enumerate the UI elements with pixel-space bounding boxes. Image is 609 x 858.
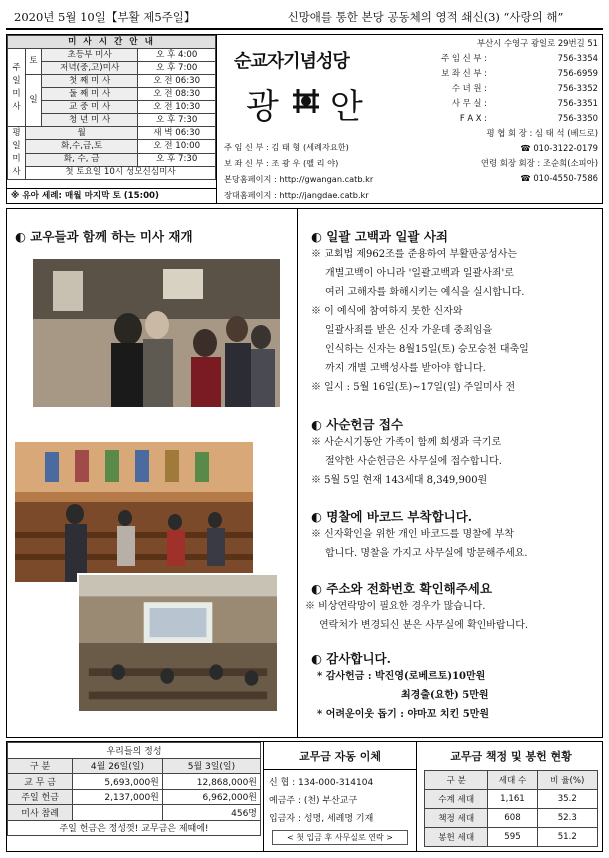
- offering-table: [7, 742, 261, 836]
- notices-column: [303, 209, 603, 737]
- contact-row: [399, 80, 604, 95]
- mass-name: 월: [26, 127, 138, 140]
- parish-subtitle: 순교자기념성당: [234, 51, 349, 72]
- mass-name: 둘 째 미 사: [42, 88, 138, 101]
- notice-line: ※ 교회법 제962조를 준용하여 부활판공성사는: [311, 249, 518, 260]
- status-row-label: 수계 세대: [425, 790, 488, 809]
- parish-homepage: 본당홈페이지 : http://gwangan.catb.kr: [224, 174, 374, 184]
- notice-lent-body: [311, 433, 502, 490]
- pledge-status-title: 교무금 책정 및 봉헌 현황: [450, 750, 572, 763]
- status-ratio: 51.2: [537, 828, 597, 847]
- notice-line: ※ 비상연락망이 필요한 경우가 많습니다.: [305, 601, 486, 612]
- offering-value: 12,868,000원: [162, 774, 260, 790]
- status-col-header: 비 율(%): [537, 771, 597, 790]
- mass-time: 새 벽 06:30: [138, 127, 216, 140]
- status-row-label: 책정 세대: [425, 809, 488, 828]
- mass-name: 저녁(중,고)미사: [42, 62, 138, 75]
- notice-line: 일괄사죄를 받은 신자 가운데 중죄임을: [325, 325, 493, 336]
- offering-title: 우리들의 정성: [8, 743, 261, 759]
- photo-column: [7, 209, 298, 737]
- mass-table: [7, 35, 216, 180]
- offering-footer: 주일 헌금은 정성껏! 교무금은 제때에!: [8, 820, 261, 836]
- contact-label: 보 좌 신 부 :: [441, 67, 487, 78]
- account-holder: 예금주 : (천) 부산교구: [269, 796, 358, 806]
- contact-label: F A X :: [459, 112, 487, 123]
- parish-title-first: 광: [246, 87, 279, 127]
- pledge-status: [420, 742, 602, 851]
- status-ratio: 52.3: [537, 809, 597, 828]
- saturday-label: 토: [26, 49, 42, 75]
- mass-name: 화, 수, 금: [26, 153, 138, 166]
- offering-col-header: 4월 26일(일): [73, 758, 163, 774]
- year-theme: 신망애를 통한 본당 공동체의 영적 쇄신(3) “사랑의 해”: [287, 10, 564, 24]
- header: [6, 34, 603, 204]
- contact-value: 756-3354: [557, 52, 598, 63]
- offering-value: 2,137,000원: [73, 789, 163, 805]
- notice-line: 까지 개별 고백성사를 받아야 합니다.: [325, 363, 486, 374]
- mass-name: 청 년 미 사: [42, 114, 138, 127]
- mass-name: 화,수,금,토: [26, 140, 138, 153]
- notice-line: 연락처가 변경되신 분은 사무실에 확인바랍니다.: [319, 620, 529, 631]
- mass-time: 오 후 7:00: [138, 62, 216, 75]
- contact-value: 756-6959: [557, 67, 598, 78]
- notice-line: ※ 5월 5일 현재 143세대 8,349,900원: [311, 475, 488, 486]
- status-row-label: 봉헌 세대: [425, 828, 488, 847]
- offering-col-header: 5월 3일(일): [162, 758, 260, 774]
- notice-line: ※ 사순시기동안 가족이 함께 희생과 극기로: [311, 437, 502, 448]
- women-president: 연령 회장 회장 : 조순희(소피아): [480, 157, 598, 168]
- table-row: [425, 790, 598, 809]
- status-col-header: 세대 수: [488, 771, 537, 790]
- pastor: 주 임 신 부 : 김 태 형 (세례자요한): [224, 142, 349, 152]
- parish-masthead: [218, 35, 396, 203]
- bank-account: 신 협 : 134-000-314104: [269, 778, 374, 788]
- table-row: [425, 809, 598, 828]
- bottom-panel: [6, 741, 603, 852]
- notice-title-confession: ◐ 일괄 고백과 일괄 사죄: [311, 229, 448, 244]
- mass-time: 오 후 4:00: [138, 49, 216, 62]
- notice-line: 인식하는 신자는 8월15일(토) 승모승천 대축일: [325, 344, 529, 355]
- issue-date: 2020년 5월 10일【부활 제5주일】: [14, 10, 196, 24]
- contact-label: 수 녀 원 :: [451, 82, 487, 93]
- youth-homepage: 장대홈페이지 : http://jangdae.catb.kr: [224, 190, 369, 200]
- status-count: 608: [488, 809, 537, 828]
- weekday-mass-group: 평 일 미 사: [8, 127, 26, 180]
- mass-time: 오 후 7:30: [138, 114, 216, 127]
- mass-time: 오 전 10:00: [138, 140, 216, 153]
- mass-resume-title: ◐ 교우들과 함께 하는 미사 재개: [15, 229, 193, 244]
- photo-sanitizing: [33, 259, 280, 407]
- main-content: [6, 208, 603, 738]
- offering-value: 6,962,000원: [162, 789, 260, 805]
- contact-value: 756-3350: [557, 112, 598, 123]
- contact-label: 주 임 신 부 :: [441, 52, 487, 63]
- offering-table-wrap: [7, 742, 261, 851]
- offering-row-label: 교 무 금: [8, 774, 73, 790]
- parish-info: [224, 139, 373, 203]
- infant-baptism-note: ※ 유아 세례: 매월 마지막 토 (15:00): [7, 188, 216, 203]
- notice-line: 합니다. 명찰을 가지고 사무실에 방문해주세요.: [325, 548, 528, 559]
- address: 부산시 수영구 광일로 29번길 51: [477, 37, 598, 48]
- top-bar: [6, 6, 603, 30]
- notice-line: * 감사헌금 : 박진영(로베르토)10만원: [317, 671, 486, 682]
- notice-title-barcode: ◐ 명찰에 바코드 부착합니다.: [311, 509, 473, 524]
- council-president: 평 협 회 장 : 심 태 석 (베드로): [486, 127, 598, 138]
- mass-time: 오 후 7:30: [138, 153, 216, 166]
- assistant-priest: 보 좌 신 부 : 조 광 우 (펠 리 야): [224, 158, 339, 168]
- table-row: [8, 805, 261, 821]
- status-ratio: 35.2: [537, 790, 597, 809]
- mass-time: 오 전 10:30: [138, 101, 216, 114]
- first-deposit-note: < 첫 입금 후 사무실로 연락 >: [272, 830, 408, 845]
- notice-title-lent-offering: ◐ 사순헌금 접수: [311, 417, 404, 432]
- notice-barcode-body: [311, 525, 528, 563]
- status-count: 1,161: [488, 790, 537, 809]
- notice-line: 절약한 사순헌금은 사무실에 접수합니다.: [325, 456, 502, 467]
- photo-livestream-hall: [77, 573, 279, 713]
- notice-line: ※ 이 예식에 참여하지 못한 신자와: [311, 306, 463, 317]
- mass-time: 오 전 06:30: [138, 75, 216, 88]
- contacts: [399, 35, 604, 203]
- sunday-label: 일: [26, 75, 42, 127]
- notice-line: 여러 고해자를 화해시키는 예식을 실시합니다.: [325, 287, 525, 298]
- parish-title-second: 안: [330, 87, 363, 127]
- sunday-mass-group: 주 일 미 사: [8, 49, 26, 127]
- notice-line: ※ 일시 : 5월 16일(토)~17일(일) 주일미사 전: [311, 382, 516, 393]
- table-row: [8, 789, 261, 805]
- table-row: [8, 774, 261, 790]
- status-count: 595: [488, 828, 537, 847]
- notice-line: 최경출(요한) 5만원: [401, 690, 489, 701]
- table-row: [425, 828, 598, 847]
- notice-title-thanks: ◐ 감사합니다.: [311, 651, 391, 666]
- mass-name: 교 중 미 사: [42, 101, 138, 114]
- contact-row: [399, 50, 604, 65]
- auto-transfer: [263, 742, 417, 851]
- notice-confession-body: [311, 245, 529, 397]
- council-phone: ☎ 010-3122-0179: [520, 142, 598, 153]
- notice-line: 개별고백이 아니라 '일괄고백과 일괄사죄'로: [325, 268, 514, 279]
- parish-logo-icon: [290, 85, 322, 117]
- contact-label: 사 무 실 :: [451, 97, 487, 108]
- contact-value: 756-3351: [557, 97, 598, 108]
- mass-title: 미 사 시 간 안 내: [8, 36, 216, 49]
- notice-thanks-body: [317, 667, 489, 724]
- first-saturday-mass: 첫 토요일 10시 성모신심미사: [26, 166, 216, 179]
- notice-address-body: [305, 597, 528, 635]
- mass-name: 초등부 미사: [42, 49, 138, 62]
- auto-transfer-title: 교무금 자동 이체: [264, 742, 416, 770]
- status-col-header: 구 분: [425, 771, 488, 790]
- contact-row: [399, 65, 604, 80]
- attendance-label: 미사 참례: [8, 805, 73, 821]
- attendance-value: 456명: [162, 805, 260, 821]
- offering-col-header: 구 분: [8, 758, 73, 774]
- notice-title-address: ◐ 주소와 전화번호 확인해주세요: [311, 581, 492, 596]
- mass-name: 첫 째 미 사: [42, 75, 138, 88]
- mass-schedule: [7, 35, 217, 203]
- contact-value: 756-3352: [557, 82, 598, 93]
- offering-value: 5,693,000원: [73, 774, 163, 790]
- contact-row: [399, 95, 604, 110]
- pledge-status-table: [424, 770, 598, 847]
- photo-church-interior: [15, 442, 253, 582]
- notice-line: * 어려운이웃 돕기 : 야마꼬 치킨 5만원: [317, 709, 490, 720]
- contact-row: [399, 110, 604, 125]
- notice-line: ※ 신자확인을 위한 개인 바코드를 명찰에 부착: [311, 529, 514, 540]
- mass-time: 오 전 08:30: [138, 88, 216, 101]
- depositor-instruction: 입금자 : 성명, 세례명 기재: [269, 814, 374, 824]
- offering-row-label: 주일 헌금: [8, 789, 73, 805]
- women-phone: ☎ 010-4550-7586: [520, 172, 598, 183]
